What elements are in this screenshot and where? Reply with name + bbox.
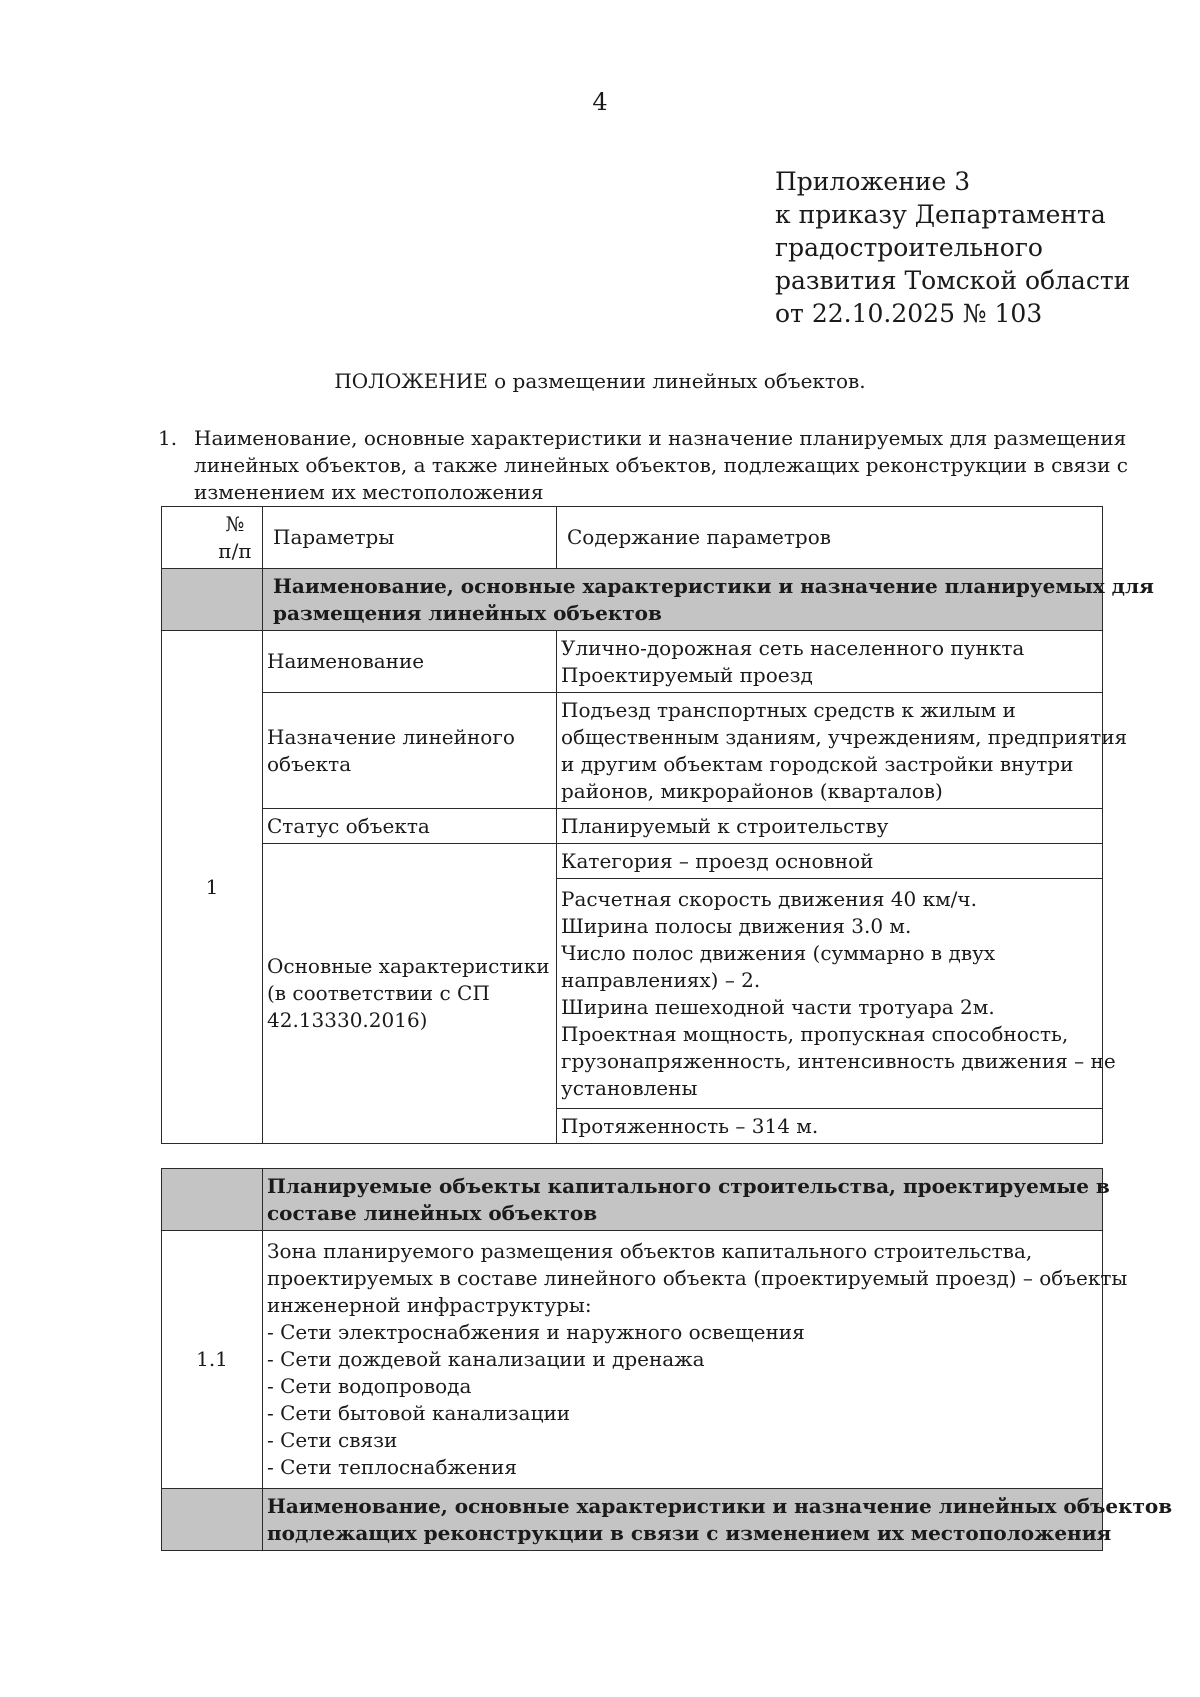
param-purpose-value <box>557 693 1128 809</box>
section-header-cell <box>263 569 1154 631</box>
appendix-line: градостроительного <box>775 233 1043 262</box>
parameters-table <box>161 506 1154 1144</box>
list-item: - Сети дождевой канализации и дренажа <box>267 1347 705 1371</box>
param-name-value <box>557 631 1103 693</box>
capital-objects-table <box>161 1168 1173 1551</box>
value-line: Ширина полосы движения 3.0 м. <box>561 913 912 938</box>
header-num <box>162 507 263 569</box>
param-purpose-label <box>263 693 557 809</box>
section-text <box>194 425 1128 506</box>
document-title: ПОЛОЖЕНИЕ о размещении линейных объектов. <box>334 369 866 393</box>
section-header-empty <box>162 1489 263 1551</box>
row-number: 1.1 <box>162 1231 263 1489</box>
section-line: Наименование, основные характеристики и назначение планируемых для размещения <box>194 426 1127 450</box>
table-header-row <box>162 507 1103 569</box>
header-num-line: п/п <box>218 538 252 563</box>
section-header-line: Планируемые объекты капитального строительства, проектируемые в <box>267 1173 1110 1198</box>
appendix-line: развития Томской области <box>775 266 1131 295</box>
param-status-label: Статус объекта <box>263 809 557 844</box>
section-header-row <box>162 1169 1103 1231</box>
page-number: 4 <box>592 88 608 116</box>
section-header-line: подлежащих реконструкции в связи с изменением их местоположения <box>267 1520 1112 1545</box>
value-line: и другим объектам городской застройки внутри <box>561 751 1074 776</box>
header-params: Параметры <box>263 507 557 569</box>
list-item: - Сети электроснабжения и наружного освещения <box>267 1320 805 1344</box>
section-header-empty <box>162 569 263 631</box>
value-line: районов, микрорайонов (кварталов) <box>561 778 943 803</box>
list-item: - Сети бытовой канализации <box>267 1401 571 1425</box>
appendix-line: Приложение 3 <box>775 167 971 196</box>
objects-list-cell <box>263 1231 1128 1489</box>
table-row <box>162 693 1103 809</box>
param-name-label: Наименование <box>263 631 557 693</box>
param-characteristics-label <box>263 844 557 1144</box>
section-header-line: Наименование, основные характеристики и назначение линейных объектов <box>267 1493 1173 1518</box>
label-line: 42.13330.2016) <box>267 1008 428 1032</box>
list-item: - Сети водопровода <box>267 1374 472 1398</box>
label-line: (в соответствии с СП <box>267 981 490 1005</box>
value-line: направлениях) – 2. <box>561 967 761 992</box>
appendix-line: к приказу Департамента <box>775 200 1106 229</box>
label-line: объекта <box>267 751 352 776</box>
param-details-value <box>557 879 1116 1109</box>
row-number: 1 <box>162 631 263 1144</box>
value-line: Проектная мощность, пропускная способность, <box>561 1021 1069 1046</box>
value-line: грузонапряженность, интенсивность движения – не <box>561 1048 1116 1073</box>
header-num-line: № <box>225 511 245 536</box>
value-line: установлены <box>561 1075 698 1100</box>
table-row <box>162 631 1103 693</box>
value-line: Расчетная скорость движения 40 км/ч. <box>561 886 977 911</box>
section-line: линейных объектов, а также линейных объектов, подлежащих реконструкции в связи с <box>194 453 1128 477</box>
table-row <box>162 844 1103 879</box>
value-line: Проектируемый проезд <box>561 662 813 687</box>
appendix-line: от 22.10.2025 № 103 <box>775 299 1043 328</box>
header-content: Содержание параметров <box>557 507 1103 569</box>
param-status-value: Планируемый к строительству <box>557 809 1103 844</box>
intro-line: проектируемых в составе линейного объекта (проектируемый проезд) – объекты <box>267 1266 1128 1290</box>
section-header-line: Наименование, основные характеристики и назначение планируемых для <box>273 573 1154 598</box>
label-line: Назначение линейного <box>267 724 515 749</box>
value-line: общественным зданиям, учреждениям, предприятия <box>561 724 1128 749</box>
section-number: 1. <box>158 426 178 450</box>
param-length-value: Протяженность – 314 м. <box>557 1109 1103 1144</box>
section-header-row <box>162 569 1103 631</box>
param-category-value: Категория – проезд основной <box>557 844 1103 879</box>
section-header-line: составе линейных объектов <box>267 1200 598 1225</box>
list-item: - Сети связи <box>267 1428 398 1452</box>
section-header-empty <box>162 1169 263 1231</box>
section-header-row <box>162 1489 1103 1551</box>
section-line: изменением их местоположения <box>194 480 544 504</box>
table-row <box>162 809 1103 844</box>
value-line: Подъезд транспортных средств к жилым и <box>561 697 1016 722</box>
intro-line: Зона планируемого размещения объектов капитального строительства, <box>267 1239 1033 1263</box>
label-line: Основные характеристики <box>267 954 550 978</box>
table-row <box>162 1231 1103 1489</box>
list-item: - Сети теплоснабжения <box>267 1455 517 1479</box>
value-line: Улично-дорожная сеть населенного пункта <box>561 635 1025 660</box>
section-header-cell <box>263 1169 1110 1231</box>
value-line: Число полос движения (суммарно в двух <box>561 940 996 965</box>
section-header-cell <box>263 1489 1173 1551</box>
intro-line: инженерной инфраструктуры: <box>267 1293 592 1317</box>
appendix-block <box>775 165 1130 330</box>
section-header-line: размещения линейных объектов <box>273 600 662 625</box>
value-line: Ширина пешеходной части тротуара 2м. <box>561 994 995 1019</box>
